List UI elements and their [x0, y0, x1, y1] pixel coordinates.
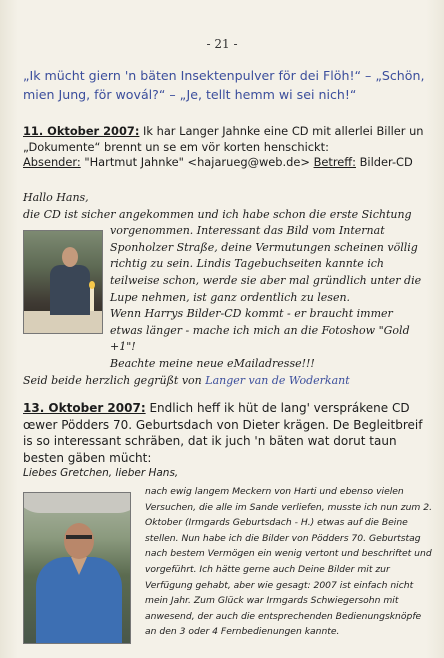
entry-text: Endlich heff ik hüt de lang' versprákene CD œwer Pödders 70. Geburtsdach von Dieter krägen. De Begleitbreif is so interessant schräben, dat ik juch 'n bäten wat dorut taun besten gäben mücht: — [23, 401, 423, 465]
page-number: - 21 - — [206, 37, 238, 51]
sender-value: "Hartmut Jahnke" <hajarueg@web.de> — [84, 155, 310, 169]
entry-text: Ik har Langer Jahnke eine CD mit allerlei Biller un „Dokumente“ brennt un se em vör korten henschickt: — [23, 124, 424, 154]
diary-entry-oct-11 — [23, 124, 427, 171]
letter-paragraph-2: Wenn Harrys Bilder-CD kommt - er braucht immer etwas länger - mache ich mich an die Fotoshow "Gold +1"! — [110, 307, 410, 354]
diary-entry-oct-13 — [23, 400, 427, 466]
subject-value: Bilder-CD — [359, 155, 413, 169]
letter-body: vorgenommen. Interessant das Bild vom Internat Sponholzer Straße, deine Vermutungen scheinen völlig richtig zu sein. Lindis Tagebuchseiten kannte ich teilweise schon, werde sie aber mal gründlich unter die Lupe nehmen, ist ganz ordentlich zu lesen. — [110, 224, 422, 304]
letter2-greeting: Liebes Gretchen, lieber Hans, — [23, 467, 179, 479]
letter-closing: Seid beide herzlich gegrüßt von — [23, 373, 202, 387]
dialect-quote: „Ik mücht giern 'n bäten Insektenpulver för dei Flöh!“ – „Schön, mien Jung, för wovál?“ – „Je, tellt hemm wi sei nich!“ — [23, 68, 425, 102]
letter-paragraph-3: Beachte meine neue eMailadresse!!! — [110, 356, 315, 370]
photo-man-at-table — [23, 230, 103, 334]
letter-closing-line — [23, 373, 427, 390]
subject-label: Betreff: — [313, 155, 356, 169]
letter2-body: nach ewig langem Meckern von Harti und ebenso vielen Versuchen, die alle im Sande verliefen, musste ich nun zum 2. Oktober (Irmgards Geburtsdach - H.) etwas auf die Beine stellen. Nun habe ich die Bilder von Pödders 70. Geburtstag nach bestem Vermögen ein wenig vertont und beschriftet und vorgeführt. Ich hätte gerne auch Deine Bilder mit zur Verfügung gehabt, aber wie gesagt: 2007 ist einfach nicht mein Jahr. Zum Glück war Irmgards Schwiegersohn mit anwesend, der auch die entsprechenden Bedienungsknöpfe an den 3 oder 4 Fernbedienungen kannte. — [145, 486, 433, 638]
letter-greeting: Hallo Hans, — [23, 191, 89, 204]
photo-man-portrait — [23, 492, 131, 644]
entry-date: 13. Oktober 2007: — [23, 401, 146, 415]
letter-signature: Langer van de Woderkant — [205, 373, 350, 387]
sender-label: Absender: — [23, 155, 81, 169]
letter-first-line: die CD ist sicher angekommen und ich habe schon die erste Sichtung — [23, 207, 412, 221]
entry-date: 11. Oktober 2007: — [23, 124, 140, 138]
